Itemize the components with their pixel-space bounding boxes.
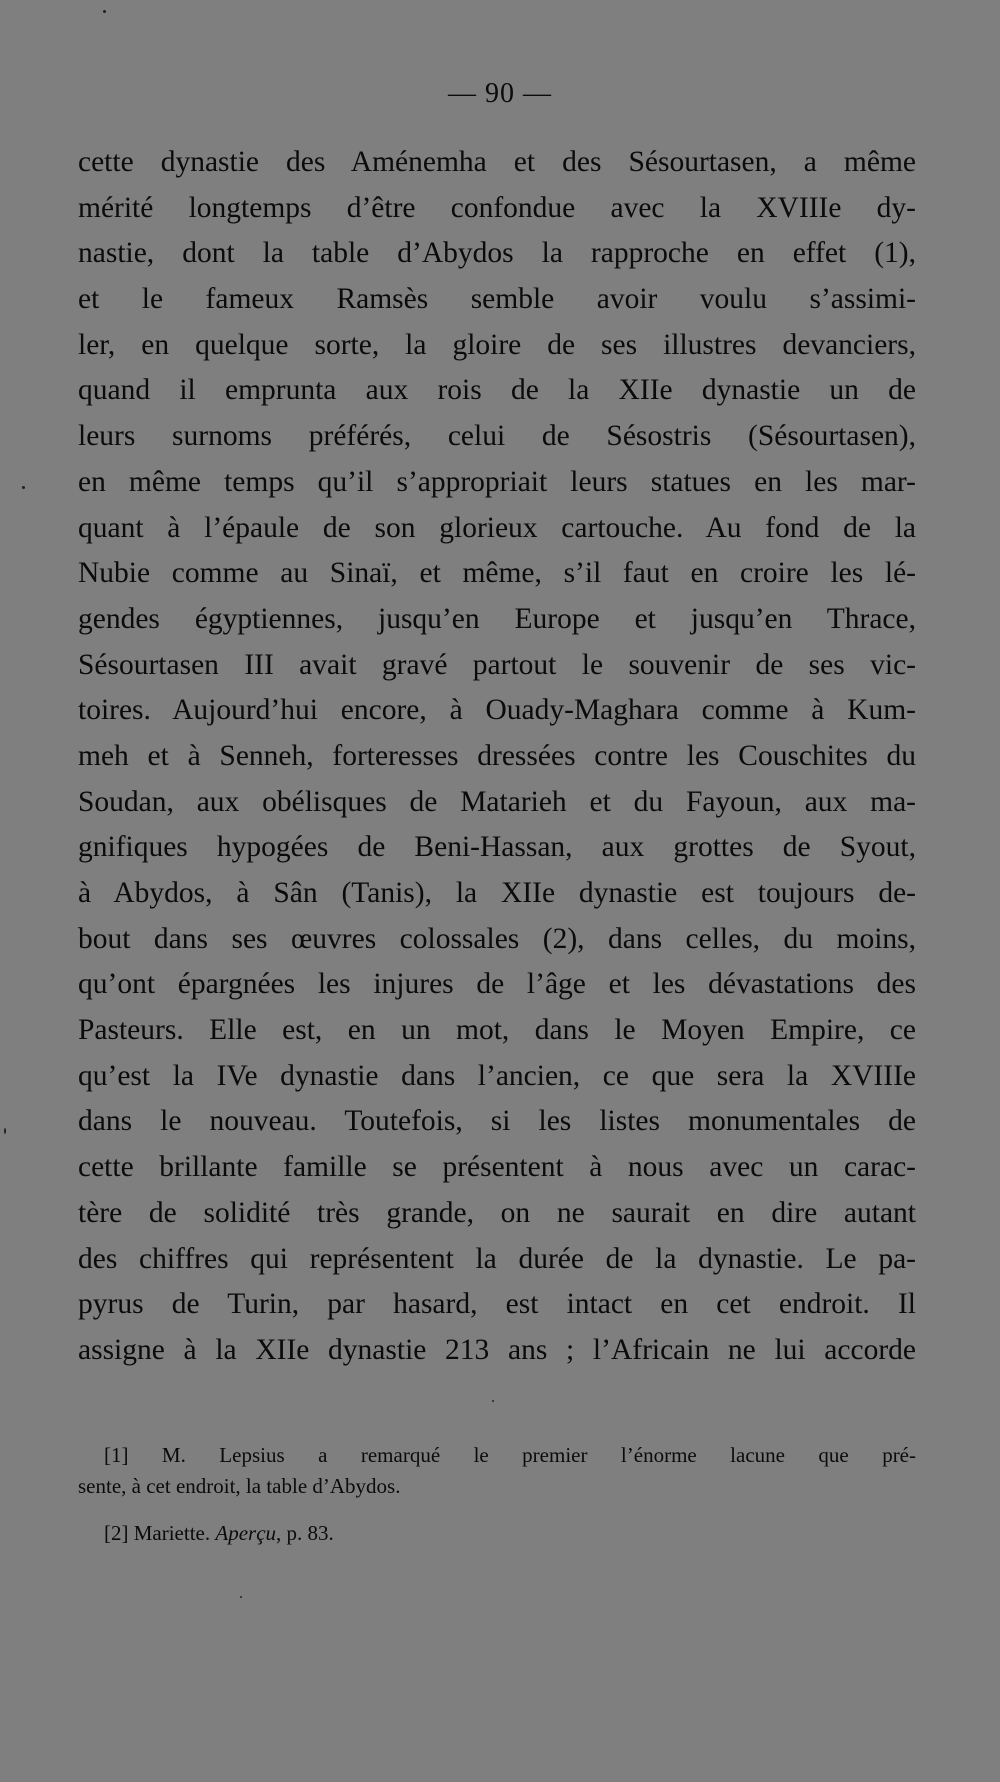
page-number: — 90 —: [448, 78, 552, 109]
text-line: qu’ont épargnées les injures de l’âge et les dévastations des: [78, 968, 916, 1001]
text-line: tère de solidité très grande, on ne saurait en dire autant: [78, 1196, 916, 1229]
footnote-2: [78, 1518, 916, 1549]
text-line: à Abydos, à Sân (Tanis), la XIIe dynastie est toujours de-: [78, 877, 916, 909]
text-line: gnifiques hypogées de Beni-Hassan, aux grottes de Syout,: [78, 831, 916, 864]
body-text: [78, 140, 916, 1374]
text-line: bout dans ses œuvres colossales (2), dans celles, du moins,: [78, 922, 916, 955]
text-line: Sésourtasen III avait gravé partout le souvenir de ses vic-: [78, 648, 916, 681]
text-line: ler, en quelque sorte, la gloire de ses illustres devanciers,: [78, 328, 916, 361]
text-line: dans le nouveau. Toutefois, si les listes monumentales de: [78, 1105, 916, 1138]
scan-speck: [22, 486, 25, 489]
footnote-gap: [78, 1502, 916, 1518]
scan-speck: [4, 1128, 6, 1134]
text-line: quant à l’épaule de son glorieux cartouche. Au fond de la: [78, 511, 916, 544]
text-line: Pasteurs. Elle est, en un mot, dans le Moyen Empire, ce: [78, 1014, 916, 1047]
text-line: et le fameux Ramsès semble avoir voulu s’assimi-: [78, 283, 916, 316]
text-line: pyrus de Turin, par hasard, est intact en cet endroit. Il: [78, 1288, 916, 1321]
footnote-2-prefix: [2] Mariette.: [104, 1521, 216, 1545]
footnotes: [78, 1440, 916, 1549]
footnote-2-title: Aperçu: [215, 1521, 277, 1545]
footnote-1-line-1: [1] M. Lepsius a remarqué le premier l’énorme lacune que pré-: [104, 1443, 916, 1467]
text-line: meh et à Senneh, forteresses dressées contre les Couschites du: [78, 739, 916, 772]
scan-speck: [492, 1400, 494, 1402]
text-line: assigne à la XIIe dynastie 213 ans ; l’Africain ne lui accorde: [78, 1333, 916, 1366]
scan-speck: [240, 1596, 242, 1598]
text-line: qu’est la IVe dynastie dans l’ancien, ce que sera la XVIIIe: [78, 1059, 916, 1092]
text-line: nastie, dont la table d’Abydos la rapproche en effet (1),: [78, 237, 916, 270]
scan-speck: [103, 10, 106, 13]
text-line: leurs surnoms préférés, celui de Sésostris (Sésourtasen),: [78, 420, 916, 453]
text-line: des chiffres qui représentent la durée de la dynastie. Le pa-: [78, 1242, 916, 1275]
text-line: gendes égyptiennes, jusqu’en Europe et jusqu’en Thrace,: [78, 602, 916, 635]
text-line: Soudan, aux obélisques de Matarieh et du Fayoun, aux ma-: [78, 785, 916, 818]
text-line: en même temps qu’il s’appropriait leurs statues en les mar-: [78, 465, 916, 498]
text-line: toires. Aujourd’hui encore, à Ouady-Maghara comme à Kum-: [78, 694, 916, 727]
text-line: cette dynastie des Aménemha et des Sésourtasen, a même: [78, 146, 916, 178]
text-line: mérité longtemps d’être confondue avec la XVIIIe dy-: [78, 191, 916, 224]
text-line: quand il emprunta aux rois de la XIIe dynastie un de: [78, 374, 916, 407]
text-line: cette brillante famille se présentent à nous avec un carac-: [78, 1151, 916, 1184]
text-line: Nubie comme au Sinaï, et même, s’il faut en croire les lé-: [78, 557, 916, 590]
footnote-2-suffix: , p. 83.: [276, 1521, 334, 1545]
footnote-1-line-2: sente, à cet endroit, la table d’Abydos.: [78, 1474, 401, 1498]
